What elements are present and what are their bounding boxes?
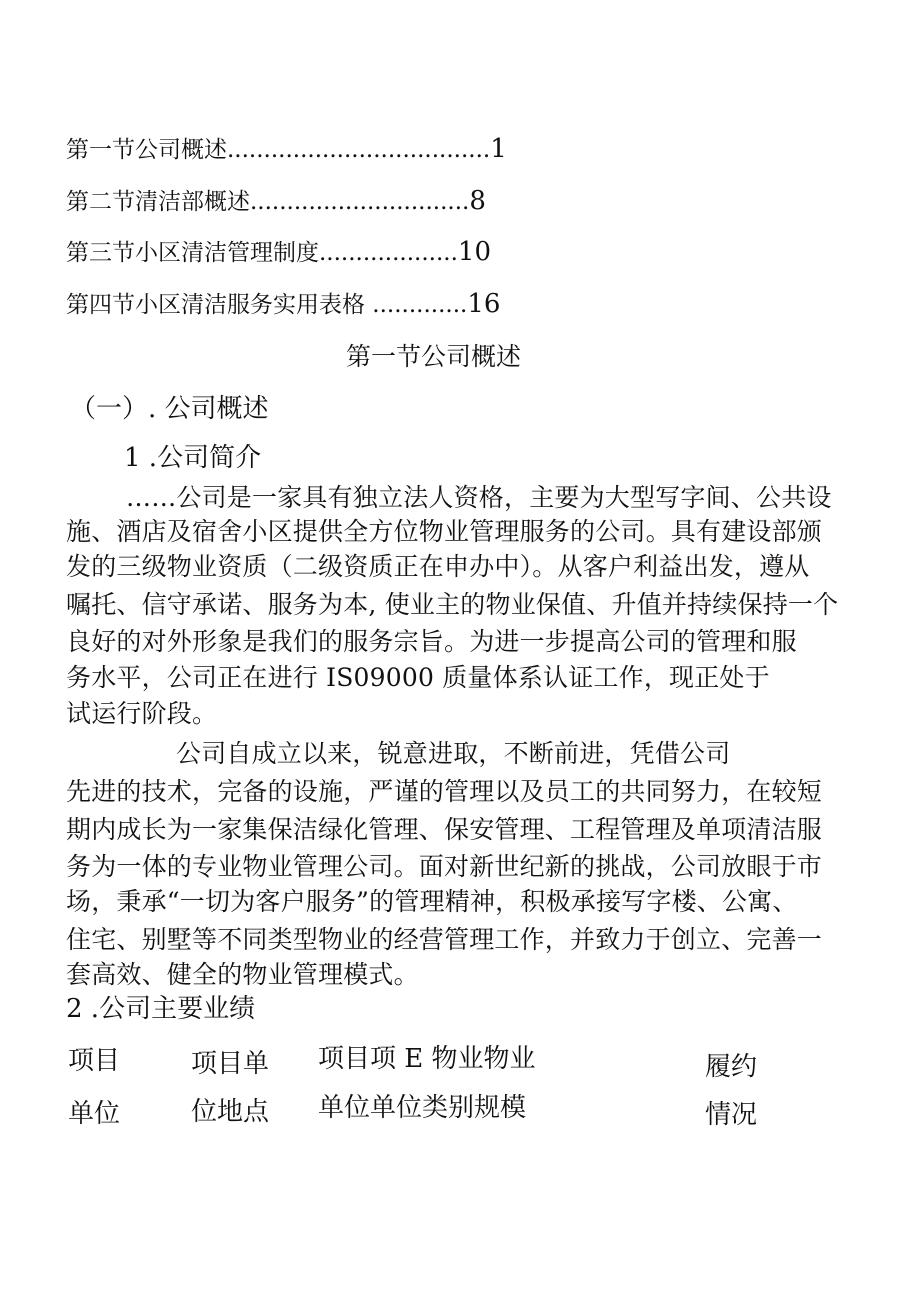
toc-title: 第四节小区清洁服务实用表格 <box>66 292 365 318</box>
col-performance-line-2: 情况 <box>705 1100 758 1130</box>
para2-line-2: 先进的技术，完备的设施，严谨的管理以及员工的共同努力，在较短 <box>66 777 823 806</box>
toc-entry-3[interactable] <box>66 234 491 267</box>
para1-line-7: 试运行阶段。 <box>66 699 218 728</box>
subsection-heading: （一）. 公司概述 <box>70 394 269 424</box>
col-location-line-1: 项目单 <box>191 1049 270 1079</box>
heading-main-achievements: 2 .公司主要业绩 <box>66 994 256 1024</box>
col-project-line-2: 单位 <box>68 1099 121 1129</box>
col-project-line-1: 项目 <box>68 1046 121 1076</box>
para1-line-1: ……公司是一家具有独立法人资格，主要为大型写字间、公共设 <box>126 483 832 512</box>
toc-page: 1 <box>490 134 507 164</box>
toc-page: 16 <box>467 289 501 319</box>
para1-line-6: 务水平，公司正在进行 IS09000 质量体系认证工作，现正处于 <box>66 663 770 692</box>
toc-entry-2[interactable] <box>66 183 486 216</box>
toc-dots: .................................... <box>227 137 491 163</box>
para1-line-2: 施、酒店及宿舍小区提供全方位物业管理服务的公司。具有建设部颁 <box>66 517 823 546</box>
toc-dots: ............. <box>365 292 468 318</box>
para2-line-6: 住宅、别墅等不同类型物业的经营管理工作，并致力于创立、完善一 <box>66 925 823 954</box>
toc-dots: .............................. <box>250 189 470 215</box>
col-location-line-2: 位地点 <box>191 1097 270 1127</box>
col-performance-line-1: 履约 <box>705 1052 758 1082</box>
para2-line-3: 期内成长为一家集保洁绿化管理、保安管理、工程管理及单项清洁服 <box>66 815 823 844</box>
toc-entry-4[interactable] <box>66 286 500 319</box>
toc-title: 第三节小区清洁管理制度 <box>66 240 319 266</box>
para1-line-3: 发的三级物业资质（二级资质正在申办中）。从客户利益出发，遵从 <box>66 552 810 581</box>
toc-title: 第二节清洁部概述 <box>66 189 250 215</box>
para1-line-4: 嘱托、信守承诺、服务为本, 使业主的物业保值、升值并持续保持一个 <box>66 590 839 619</box>
toc-page: 10 <box>457 237 492 267</box>
section-title: 第一节公司概述 <box>346 342 522 371</box>
para2-line-4: 务为一体的专业物业管理公司。面对新世纪新的挑战，公司放眼于市 <box>66 852 823 881</box>
col-category-line-2: 单位单位类别规模 <box>318 1093 527 1123</box>
toc-title: 第一节公司概述 <box>66 137 227 163</box>
para2-line-7: 套高效、健全的物业管理模式。 <box>66 960 419 989</box>
para2-line-5: 场，秉承“一切为客户服务”的管理精神，积极承接写字楼、公寓、 <box>66 887 798 916</box>
para1-line-5: 良好的对外形象是我们的服务宗旨。为进一步提高公司的管理和服 <box>66 627 797 656</box>
col-category-line-1: 项目项 E 物业物业 <box>318 1044 536 1074</box>
heading-company-intro: 1 .公司简介 <box>124 443 262 473</box>
para2-line-1: 公司自成立以来，锐意进取，不断前进，凭借公司 <box>176 739 731 768</box>
toc-page: 8 <box>469 186 486 216</box>
toc-entry-1[interactable] <box>66 131 507 164</box>
toc-dots: ................... <box>319 240 458 266</box>
